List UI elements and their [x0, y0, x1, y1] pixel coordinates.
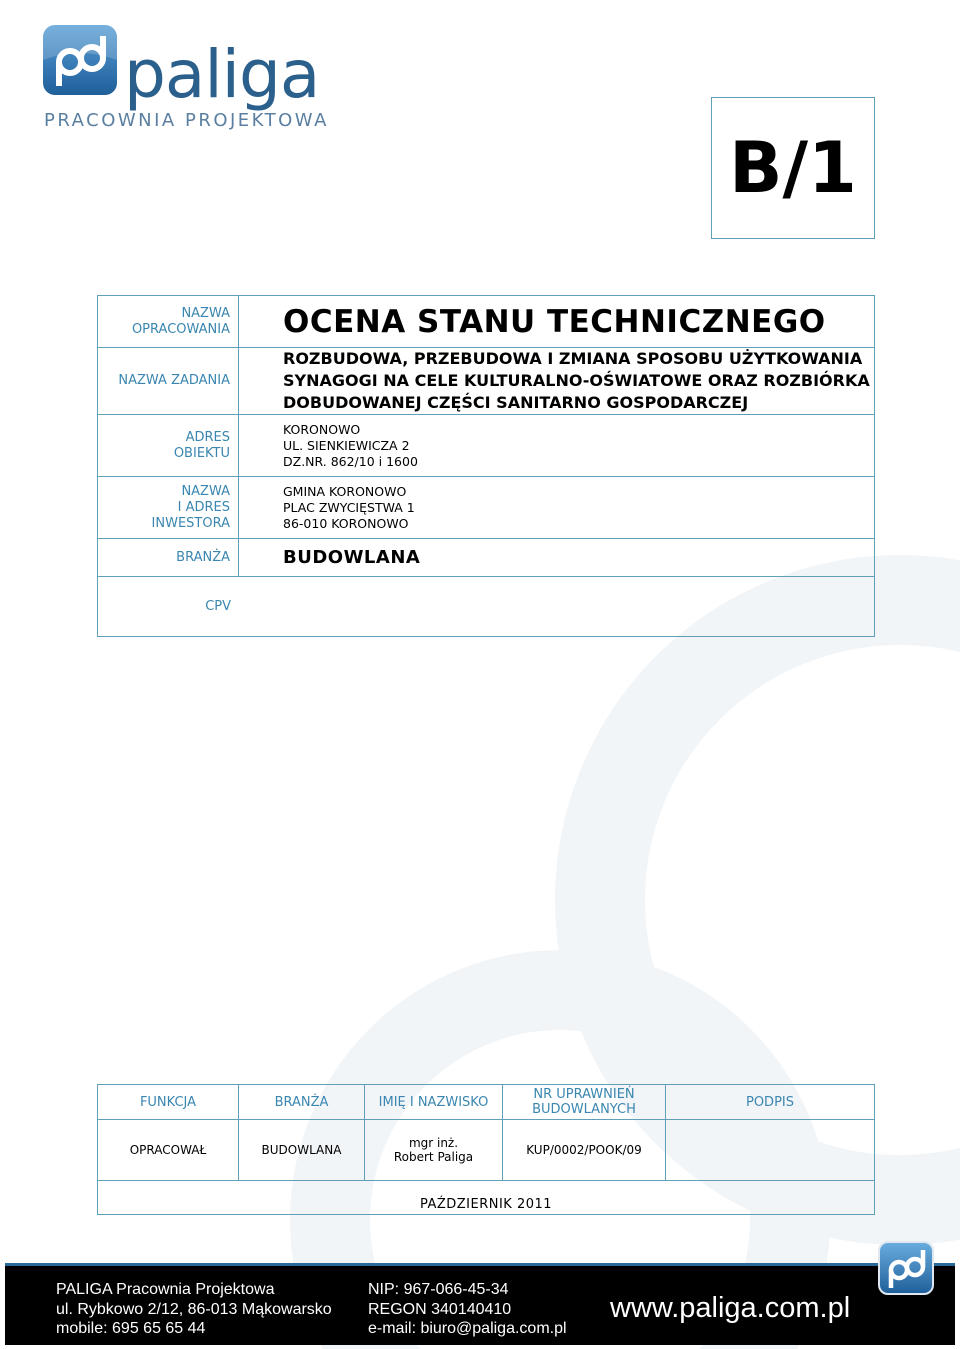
value-branch: BUDOWLANA — [283, 547, 421, 568]
page-footer — [5, 1263, 955, 1345]
label-document-name: NAZWA OPRACOWANIA — [98, 296, 239, 347]
signature-date-row — [98, 1181, 874, 1214]
document-code-box — [711, 97, 875, 239]
document-code: B/1 — [729, 127, 857, 209]
cell-function: OPRACOWAŁ — [98, 1120, 239, 1180]
row-cpv — [98, 577, 874, 636]
footer-pd-logo-icon — [877, 1240, 935, 1296]
label-task-name: NAZWA ZADANIA — [98, 348, 239, 414]
pd-logo-icon — [42, 24, 118, 96]
header-branch: BRANŻA — [239, 1085, 365, 1119]
row-document-name — [98, 296, 874, 348]
header-signature: PODPIS — [745, 1094, 794, 1110]
label-cpv: CPV — [205, 598, 231, 614]
cell-name: mgr inż. Robert Paliga — [365, 1120, 503, 1180]
value-task-name: ROZBUDOWA, PRZEBUDOWA I ZMIANA SPOSOBU UŻYTKOWANIA SYNAGOGI NA CELE KULTURALNO-OŚWIATOWE ORAZ ROZBIÓRKA DOBUDOWANEJ CZĘŚCI SANITARNO GOSPODARCZEJ — [283, 349, 870, 412]
label-object-address: ADRES OBIEKTU — [98, 415, 239, 476]
project-info-table — [97, 295, 875, 637]
footer-website: www.paliga.com.pl — [610, 1292, 851, 1324]
header-name: IMIĘ I NAZWISKO — [365, 1085, 503, 1119]
signature-table — [97, 1084, 875, 1215]
row-investor — [98, 477, 874, 539]
header-function: FUNKCJA — [98, 1085, 239, 1119]
footer-registration-info: NIP: 967-066-45-34 REGON 340140410 e-mail: biuro@paliga.com.pl — [368, 1281, 567, 1337]
document-title: OCENA STANU TECHNICZNEGO — [283, 303, 826, 340]
cell-license: KUP/0002/POOK/09 — [503, 1120, 666, 1180]
value-investor: GMINA KORONOWO PLAC ZWYCIĘSTWA 1 86-010 KORONOWO — [283, 483, 415, 531]
value-object-address: KORONOWO UL. SIENKIEWICZA 2 DZ.NR. 862/10 i 1600 — [283, 421, 418, 469]
header-license: NR UPRAWNIEŃ BUDOWLANYCH — [503, 1085, 666, 1119]
label-investor: NAZWA I ADRES INWESTORA — [98, 477, 239, 538]
row-object-address — [98, 415, 874, 477]
row-branch — [98, 539, 874, 577]
document-date: PAŹDZIERNIK 2011 — [419, 1197, 553, 1212]
footer-accent-line — [5, 1263, 955, 1266]
logo-wordmark: paliga — [124, 36, 320, 113]
cell-signature — [666, 1120, 874, 1180]
cell-branch: BUDOWLANA — [239, 1120, 365, 1180]
signature-header-row — [98, 1085, 874, 1120]
label-branch: BRANŻA — [98, 539, 239, 576]
value-document-name — [239, 296, 874, 347]
company-logo — [42, 24, 329, 134]
value-cpv — [239, 577, 874, 636]
row-task-name — [98, 348, 874, 415]
signature-data-row — [98, 1120, 874, 1181]
footer-company-info: PALIGA Pracownia Projektowa ul. Rybkowo 2/12, 86-013 Mąkowarsko mobile: 695 65 65 44 — [56, 1281, 332, 1337]
logo-tagline: PRACOWNIA PROJEKTOWA — [44, 110, 329, 131]
